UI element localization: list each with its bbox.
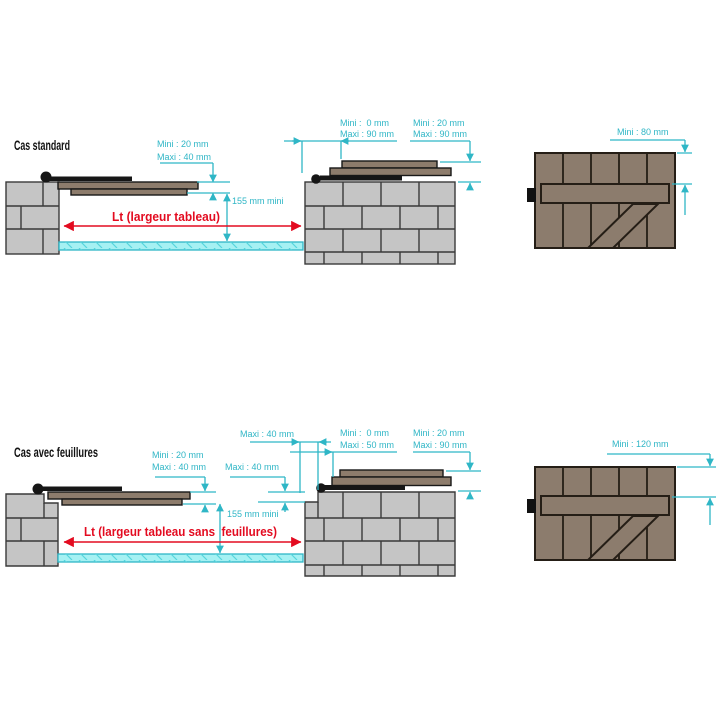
feuillures-lintel-rail-assembly (316, 470, 451, 493)
diagram-standard (6, 118, 692, 264)
door-hinge-icon (527, 188, 536, 202)
dim-label: Mini : 20 mm (157, 139, 209, 149)
diagram-feuillures (6, 428, 716, 576)
standard-left-rail-assembly (41, 172, 199, 196)
dim-label: Maxi : 40 mm (157, 152, 212, 162)
door-hinge-icon (527, 499, 536, 513)
dim-label: Mini : 20 mm (152, 450, 204, 460)
feuillures-depth-dimension (225, 462, 305, 512)
feuillures-sill (58, 554, 303, 562)
dim-label: Maxi : 90 mm (413, 129, 468, 139)
feuillures-tableau-width (64, 524, 301, 542)
dim-label: 155 mm mini (227, 509, 279, 519)
dim-label: Maxi : 40 mm (225, 462, 280, 472)
roller-axle-icon (311, 174, 321, 184)
dim-label: 155 mm mini (232, 196, 284, 206)
standard-overhang-dimension (410, 118, 481, 189)
dim-label: Maxi : 40 mm (152, 462, 207, 472)
door-horizontal-rail (541, 496, 669, 515)
standard-left-wall (6, 182, 59, 254)
door-horizontal-rail (541, 184, 669, 203)
feuillures-left-wall (6, 494, 58, 566)
tableau-width-label: Lt (largeur tableau) (112, 209, 220, 224)
standard-sill (59, 242, 303, 250)
standard-lintel-rail-assembly (311, 161, 451, 184)
standard-height-dimension (227, 194, 284, 241)
feuillures-title: Cas avec feuillures (14, 445, 98, 460)
standard-door-front-view (527, 153, 675, 248)
dim-label: Maxi : 90 mm (413, 440, 468, 450)
dim-label: Mini : 20 mm (413, 428, 465, 438)
dim-label: Mini : 20 mm (413, 118, 465, 128)
tableau-width-label: Lt (largeur tableau sans feuillures) (84, 524, 277, 539)
dim-label: Mini : 0 mm (340, 118, 390, 128)
feuillures-left-rail-assembly (33, 484, 191, 506)
standard-title: Cas standard (14, 138, 70, 153)
dim-label: Mini : 80 mm (617, 127, 669, 137)
dim-label: Maxi : 90 mm (340, 129, 395, 139)
standard-tableau-width (64, 209, 301, 226)
dim-label: Maxi : 50 mm (340, 440, 395, 450)
feuillures-lintel-wall (305, 492, 455, 576)
standard-lintel-wall (305, 182, 455, 264)
feuillures-overhang-dimension (413, 428, 481, 497)
dim-label: Mini : 120 mm (612, 439, 669, 449)
dim-label: Maxi : 40 mm (240, 429, 295, 439)
dim-label: Mini : 0 mm (340, 428, 390, 438)
feuillures-door-front-view (527, 467, 675, 560)
